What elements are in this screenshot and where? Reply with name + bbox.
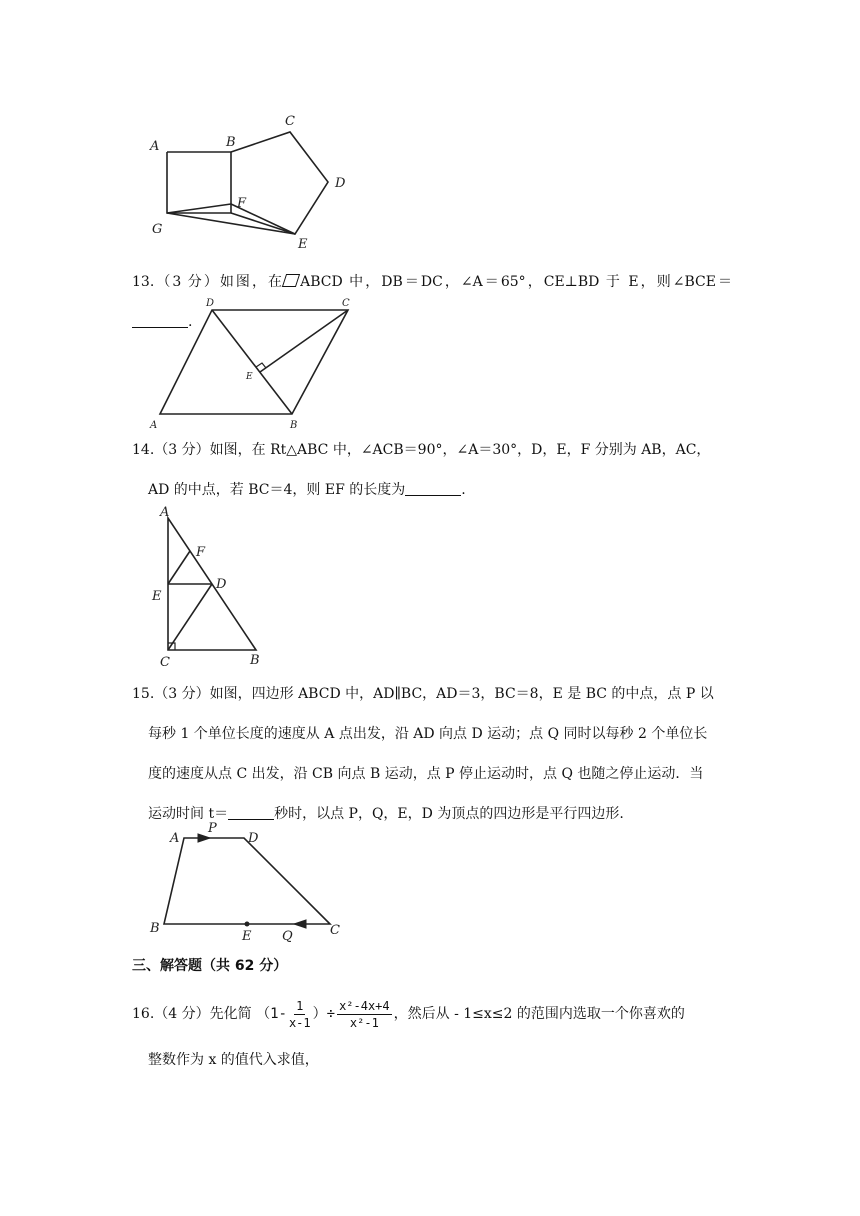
vertex-label-c: C <box>160 655 170 670</box>
question-text: 秒时，以点 P，Q，E，D 为顶点的四边形是平行四边形. <box>274 806 624 822</box>
fraction-denominator: x-1 <box>288 1015 311 1030</box>
vertex-label-d: D <box>206 298 215 309</box>
question-text: ，然后从 - 1≤x≤2 的范围内选取一个你喜欢的 <box>393 1006 685 1022</box>
vertex-label-g: G <box>152 222 163 237</box>
segment-ef <box>168 551 190 584</box>
segment-gf <box>167 204 231 213</box>
question-text: 如图，四边形 ABCD 中，AD∥BC，AD＝3，BC＝8，E 是 BC 的中点，点 P 以 <box>209 686 714 702</box>
math-expression <box>256 990 394 1038</box>
vertex-label-a: A <box>150 139 160 154</box>
figure-square-pentagon <box>140 108 370 258</box>
question-text-end: . <box>461 482 466 498</box>
question-number: 15. <box>132 686 155 702</box>
vertex-label-a: A <box>160 505 170 520</box>
section-title: 三、解答题（共 62 分） <box>132 958 288 974</box>
vertex-label-f: F <box>196 545 206 560</box>
parallelogram-symbol-icon <box>282 274 300 287</box>
right-angle-mark <box>256 363 266 368</box>
question-number: 13. <box>132 274 155 290</box>
figure-right-triangle <box>146 500 276 670</box>
question-score: （3 分） <box>154 274 220 290</box>
vertex-label-c: C <box>285 114 295 129</box>
question-text: 如图，在 Rt△ABC 中，∠ACB＝90°，∠A＝30°，D，E，F 分别为 AB，AC， <box>209 442 711 458</box>
question-text: 如图，在 <box>219 274 285 290</box>
question-text: ABCD 中，DB＝DC，∠A＝65°，CE⊥BD 于 E，则∠BCE＝ <box>300 274 733 290</box>
vertex-label-b: B <box>290 420 298 431</box>
answer-blank[interactable] <box>405 481 461 496</box>
vertex-label-d: D <box>335 176 346 191</box>
question-15 <box>132 674 732 834</box>
vertex-label-e: E <box>246 372 253 382</box>
point-e-dot <box>245 922 250 927</box>
vertex-label-q: Q <box>282 929 293 944</box>
question-number: 14. <box>132 442 155 458</box>
segment-ge <box>167 213 295 234</box>
fraction-2 <box>337 998 392 1031</box>
vertex-label-a: A <box>170 831 180 846</box>
vertex-label-c: C <box>330 923 340 938</box>
vertex-label-e: E <box>152 589 162 604</box>
vertex-label-d: D <box>248 831 259 846</box>
pentagon-shape <box>231 132 328 234</box>
fraction-1 <box>289 998 311 1031</box>
vertex-label-a: A <box>150 420 158 431</box>
segment-ce <box>260 310 348 372</box>
question-score: （3 分） <box>154 686 210 702</box>
fraction-numerator: x²-4x+4 <box>339 998 390 1013</box>
segment-cd <box>168 584 212 650</box>
fraction-denominator: x²-1 <box>349 1015 379 1030</box>
figure-trapezoid <box>146 820 356 945</box>
question-score: （3 分） <box>154 442 210 458</box>
question-text-end: . <box>188 314 193 330</box>
parallelogram-shape <box>160 310 348 414</box>
figure-parallelogram <box>146 294 366 434</box>
vertex-label-c: C <box>342 298 350 309</box>
question-text: 每秒 1 个单位长度的速度从 A 点出发，沿 AD 向点 D 运动；点 Q 同时以每秒 2 个单位长 <box>148 726 708 742</box>
trapezoid-abcd <box>164 838 330 924</box>
vertex-label-e: E <box>298 237 308 252</box>
question-16 <box>132 990 732 1082</box>
question-number: 16. <box>132 1006 155 1022</box>
vertex-label-f: F <box>237 196 247 211</box>
question-14 <box>132 430 732 510</box>
question-text: 度的速度从点 C 出发，沿 CB 向点 B 运动，点 P 停止运动时，点 Q 也随之停止运动．当 <box>148 766 704 782</box>
paren-close: ）÷ <box>312 1006 336 1022</box>
fraction-numerator: 1 <box>296 998 304 1013</box>
vertex-label-p: P <box>208 821 217 836</box>
vertex-label-e: E <box>242 929 252 944</box>
square-shape <box>167 152 231 213</box>
question-text: 先化简 <box>209 1006 252 1022</box>
vertex-label-b: B <box>150 921 160 936</box>
diagonal-db <box>212 310 292 414</box>
vertex-label-d: D <box>216 577 227 592</box>
question-score: （4 分） <box>154 1006 210 1022</box>
question-text: 整数作为 x 的值代入求值， <box>148 1052 319 1068</box>
question-text: 运动时间 t＝ <box>148 806 229 822</box>
vertex-label-b: B <box>250 653 260 668</box>
arrow-q-icon <box>294 920 306 928</box>
vertex-label-b: B <box>226 135 236 150</box>
question-text: AD 的中点，若 BC＝4，则 EF 的长度为 <box>148 482 406 498</box>
paren-open: （1- <box>256 1006 287 1022</box>
answer-blank[interactable] <box>228 805 274 820</box>
